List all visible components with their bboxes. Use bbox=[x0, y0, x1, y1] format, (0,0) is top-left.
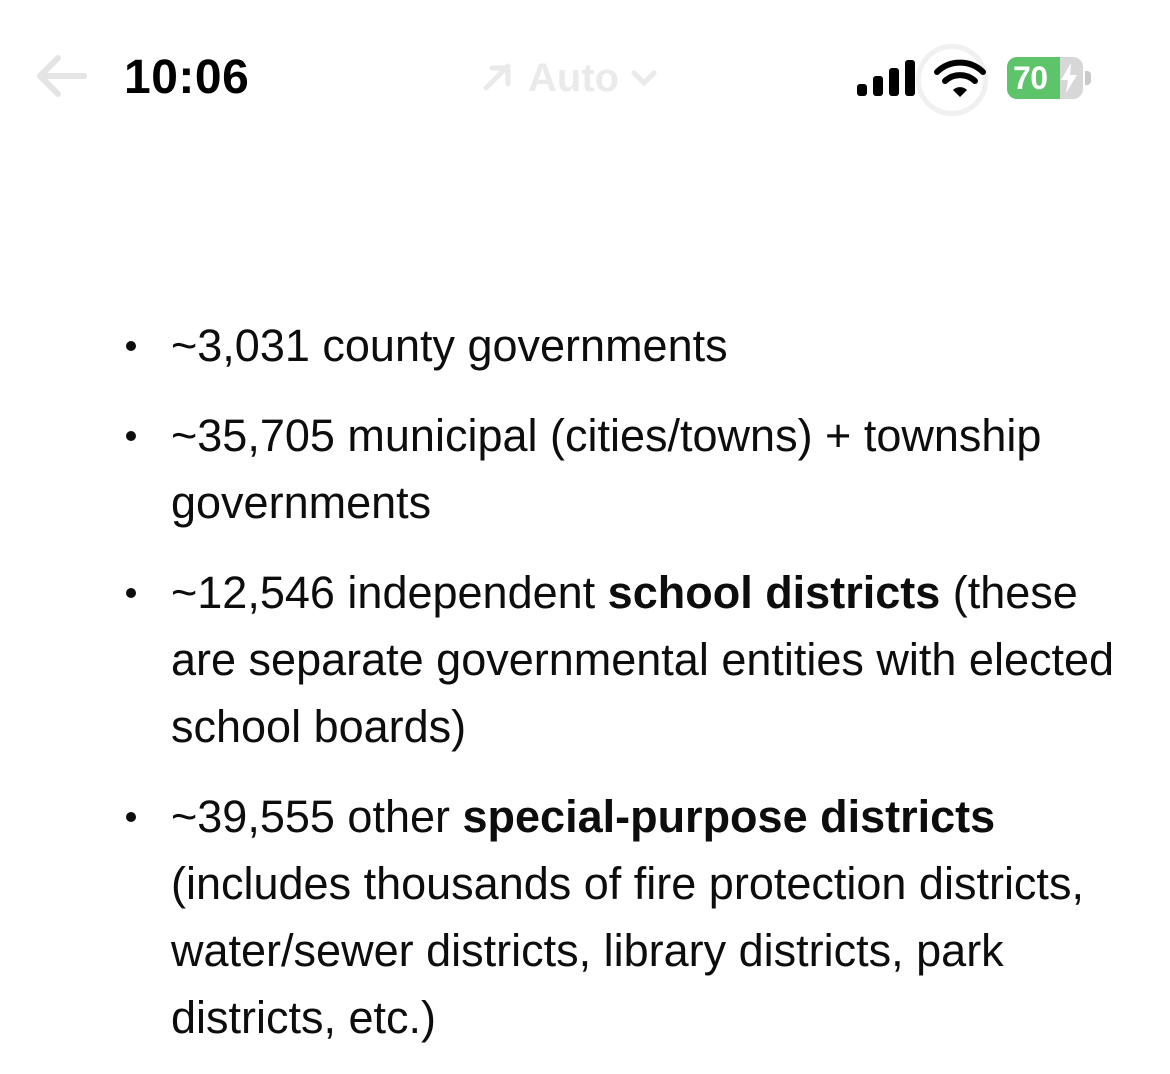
list-item-text: ~35,705 municipal (cities/towns) + township governments bbox=[171, 410, 1042, 528]
bullet-icon bbox=[126, 341, 136, 351]
wifi-icon bbox=[934, 58, 986, 98]
battery-body bbox=[1007, 57, 1083, 99]
list-item-emphasis: school districts bbox=[607, 567, 941, 618]
list-item bbox=[0, 312, 1170, 379]
list-item-text-after: (these are separate governmental entities with elected school boards) bbox=[171, 567, 1115, 752]
battery-cap bbox=[1085, 71, 1091, 85]
header-model-selector[interactable] bbox=[478, 56, 659, 100]
list-item bbox=[0, 783, 1170, 1051]
header-title: Auto bbox=[528, 55, 620, 100]
list-item bbox=[0, 402, 1170, 536]
cellular-signal-icon bbox=[857, 60, 915, 96]
list-item-text-after: (includes thousands of fire protection districts, water/sewer districts, library districts, park districts, etc.) bbox=[171, 858, 1084, 1043]
charging-bolt-icon bbox=[1059, 63, 1079, 93]
battery-charging-icon bbox=[1007, 57, 1087, 99]
list-item bbox=[0, 559, 1170, 760]
status-time: 10:06 bbox=[124, 51, 250, 104]
list-item-text: ~39,555 other bbox=[171, 791, 463, 842]
bullet-icon bbox=[126, 812, 136, 822]
bullet-icon bbox=[126, 431, 136, 441]
model-icon bbox=[478, 58, 518, 98]
government-count-list bbox=[0, 312, 1170, 1074]
bullet-icon bbox=[126, 588, 136, 598]
list-item-text: ~12,546 independent bbox=[171, 567, 608, 618]
battery-level: 70 bbox=[1013, 60, 1048, 96]
list-item-emphasis: special-purpose districts bbox=[462, 791, 996, 842]
list-item-text: ~3,031 county governments bbox=[171, 320, 728, 371]
back-arrow-icon[interactable] bbox=[32, 52, 88, 100]
chevron-down-icon bbox=[629, 63, 659, 93]
status-bar bbox=[0, 0, 1170, 150]
